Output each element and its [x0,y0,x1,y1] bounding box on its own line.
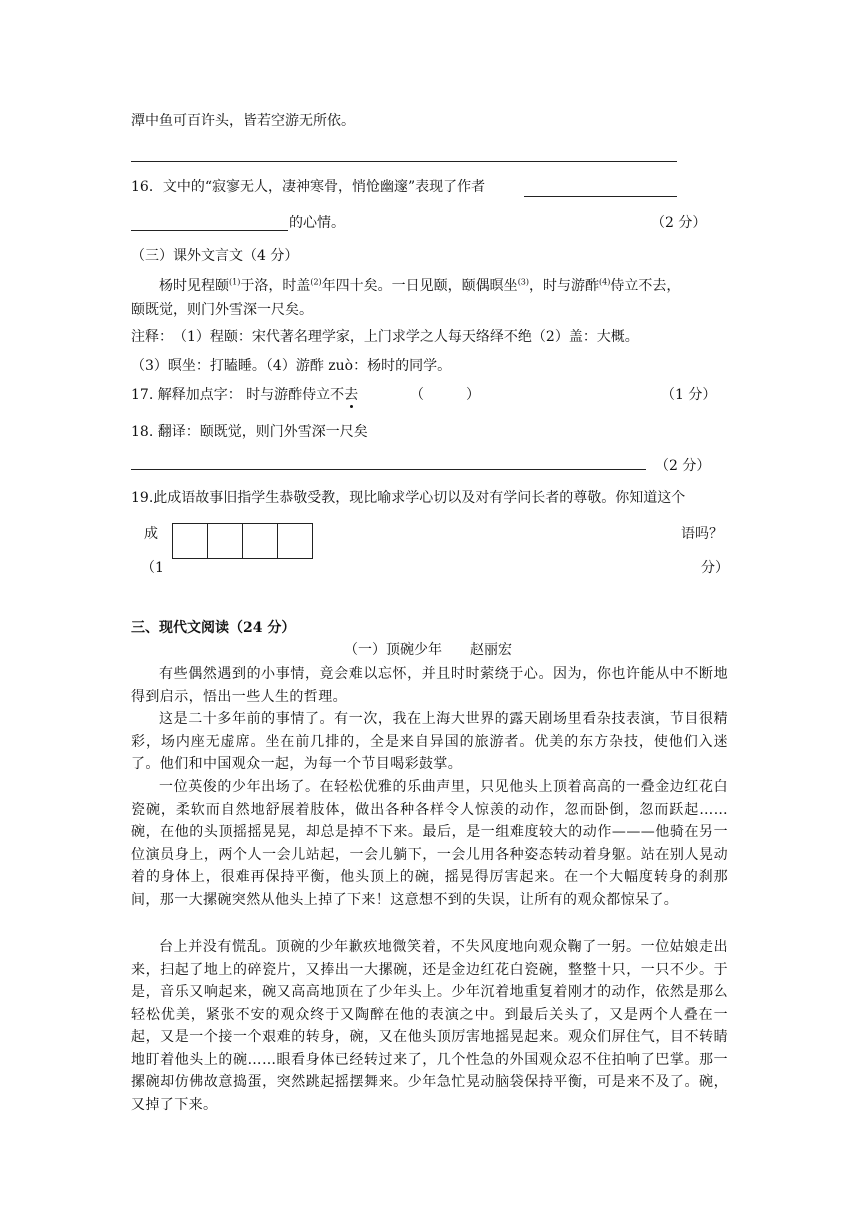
question-17: 17. 解释加点字： 时与游酢侍立不去 [131,387,359,403]
question-16-tail: 的心情。 [289,215,345,231]
answer-box[interactable] [172,523,208,559]
article-paragraph-2: 这是二十多年前的事情了。有一次，我在上海大世界的露天剧场里看杂技表演，节目很精彩，场内座无虚席。坐在前几排的，全是来自异国的旅游者。优美的东方杂技，使他们入迷了。他们和中国观众一起，为每一个节目喝彩鼓掌。 [131,711,728,772]
text-line-poem: 潭中鱼可百许头，皆若空游无所依。 [131,113,355,129]
subsection-heading-classical: （三）课外文言文（4 分） [131,248,299,264]
classical-passage-line-2: 颐既觉，则门外雪深一尺矣。 [131,302,313,318]
question-18: 18. 翻译：颐既觉，则门外雪深一尺矣 [131,424,368,440]
points-18: （2 分） [655,458,711,474]
article-paragraph-3: 一位英俊的少年出场了。在轻松优雅的乐曲声里，只见他头上顶着高高的一叠金边红花白瓷碗，柔软而自然地舒展着肢体，做出各种各样令人惊羡的动作，忽而卧倒，忽而跃起……碗，在他的头顶摇摇晃晃，却总是掉不下来。最后，是一组难度较大的动作———他骑在另一位演员身上，两个人一会儿站起，一会儿躺下，一会儿用各种姿态转动着身躯。站在别人晃动着的身体上，很难再保持平衡，他头顶上的碗，摇晃得厉害起来。在一个大幅度转身的刹那间，那一大摞碗突然从他头上掉了下来！这意想不到的失误，让所有的观众都惊呆了。 [131,779,728,908]
notes-line-2: （3）暝坐：打瞌睡。（4）游酢 zuò：杨时的同学。 [131,358,452,374]
section-heading-modern-reading: 三、现代文阅读（24 分） [131,620,296,636]
answer-line[interactable] [131,161,677,162]
points-16: （2 分） [651,215,707,231]
dotted-char: 去 [344,387,359,403]
answer-blank-16a[interactable] [524,196,677,197]
question-19: 19.此成语故事旧指学生恭敬受教，现比喻求学心切以及对有学问长者的尊敬。你知道这个 [131,490,686,506]
answer-line-18[interactable] [131,469,646,470]
answer-box[interactable] [207,523,243,559]
answer-paren-17[interactable]: （ ） [410,387,480,403]
points-19-open: （1 [141,560,164,576]
classical-passage-line-1: 杨时见程颐$^{(1)}$于洛，时盖$^{(2)}$年四十矣。一日见颐，颐偶暝坐$^{(3)}$，时与游酢$^{(4)}$侍立不去， [159,277,681,294]
points-17: （1 分） [661,387,717,403]
article-paragraph-4: 台上并没有慌乱。顶碗的少年歉疚地微笑着，不失风度地向观众鞠了一躬。一位姑娘走出来，扫起了地上的碎瓷片，又捧出一大摞碗，还是金边红花白瓷碗，整整十只，一只不少。于是，音乐又响起来，碗又高高地顶在了少年头上。少年沉着地重复着刚才的动作，依然是那么轻松优美，紧张不安的观众终于又陶醉在他的表演之中。到最后关头了，又是两个人叠在一起，又是一个接一个艰难的转身，碗，又在他头顶厉害地摇晃起来。观众们屏住气，目不转睛地盯着他头上的碗……眼看身体已经转过来了，几个性急的外国观众忍不住拍响了巴掌。那一摞碗却仿佛故意捣蛋，突然跳起摇摆舞来。少年急忙晃动脑袋保持平衡，可是来不及了。碗，又掉了下来。 [131,939,728,1113]
question-19-yu: 语吗？ [681,526,723,542]
question-16: 16．文中的“寂寥无人，凄神寒骨，悄怆幽邃”表现了作者 [131,179,486,195]
idiom-answer-boxes[interactable] [172,523,313,559]
notes-line-1: 注释： （1）程颐：宋代著名理学家，上门求学之人每天络绎不绝（2）盖：大概。 [131,329,639,345]
answer-box[interactable] [277,523,313,559]
answer-blank-16b[interactable] [131,230,288,231]
points-19-close: 分） [701,560,729,576]
question-19-cheng: 成 [144,526,158,542]
article-title: （一）顶碗少年 赵丽宏 [344,642,512,658]
answer-box[interactable] [242,523,278,559]
article-paragraph-1: 有些偶然遇到的小事情，竟会难以忘怀，并且时时萦绕于心。因为，你也许能从中不断地得到启示，悟出一些人生的哲理。 [131,666,728,705]
